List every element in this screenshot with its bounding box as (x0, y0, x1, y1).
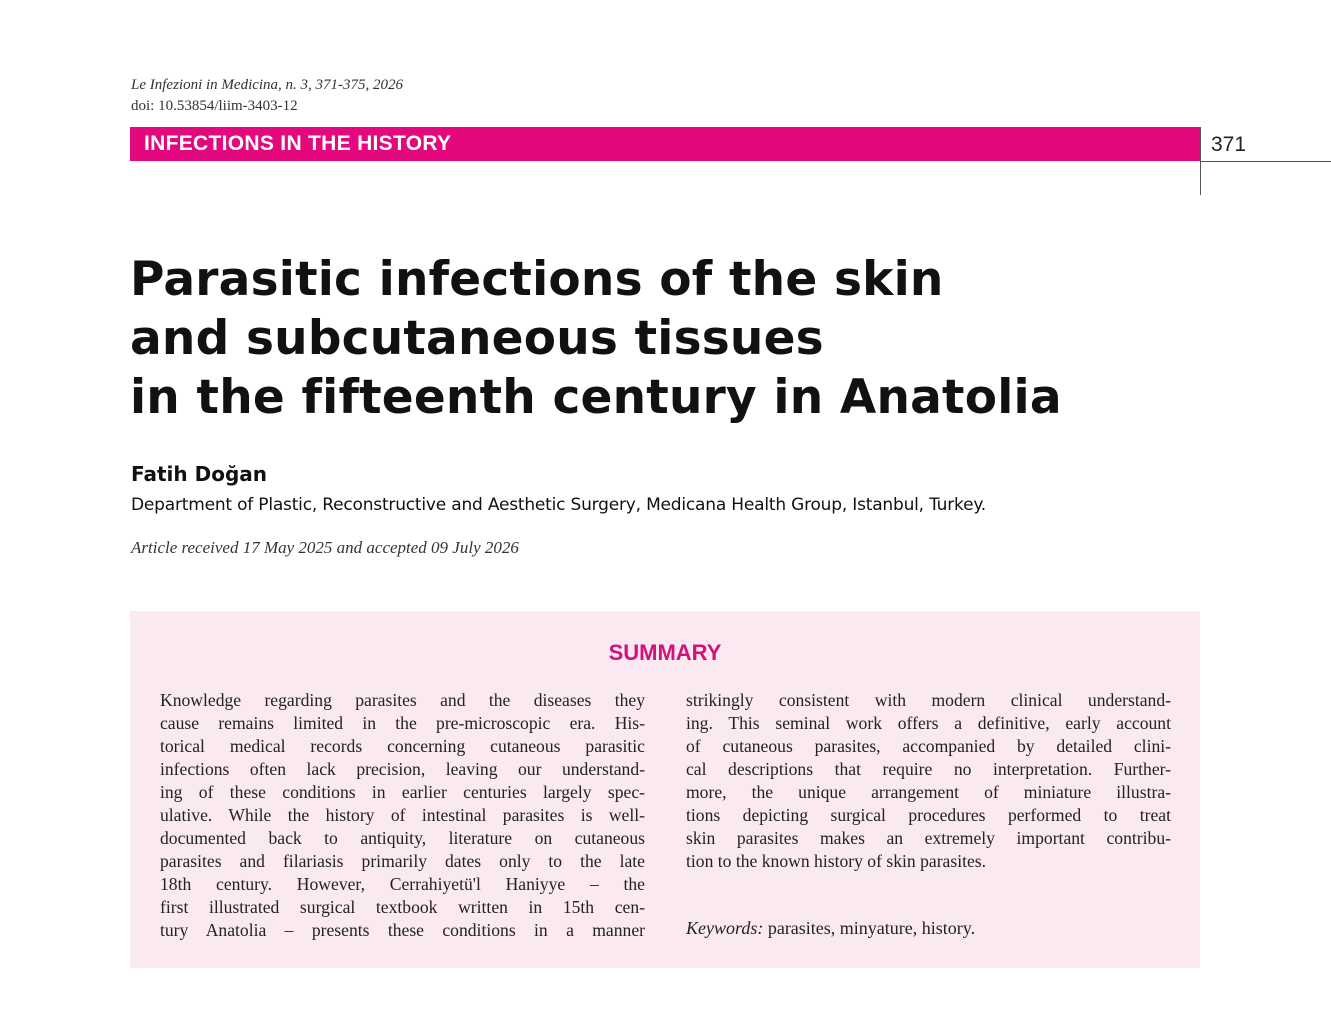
summary-line: strikingly consistent with modern clinical understand- (686, 690, 1171, 710)
article-title (130, 250, 1062, 427)
summary-line: skin parasites makes an extremely important contribu- (686, 828, 1171, 848)
summary-line: tury Anatolia – presents these conditions in a manner (160, 920, 645, 940)
summary-box (130, 611, 1200, 968)
summary-line: infections often lack precision, leaving our understand- (160, 759, 645, 779)
summary-line: 18th century. However, Cerrahiyetü'l Haniyye – the (160, 874, 645, 894)
header-rule-horizontal (1200, 161, 1331, 162)
summary-line: more, the unique arrangement of miniature illustra- (686, 782, 1171, 802)
summary-line: ulative. While the history of intestinal parasites is well- (160, 805, 645, 825)
section-label: INFECTIONS IN THE HISTORY (144, 132, 452, 155)
summary-heading: SUMMARY (608, 640, 722, 665)
summary-line: tion to the known history of skin parasites. (686, 851, 987, 871)
summary-line: torical medical records concerning cutaneous parasitic (160, 736, 645, 756)
keywords-list: parasites, minyature, history. (767, 918, 976, 938)
header-rule-vertical (1200, 127, 1201, 195)
author-affiliation: Department of Plastic, Reconstructive and Aesthetic Surgery, Medicana Health Group, Istanbul, Turkey. (131, 495, 986, 515)
title-line: Parasitic infections of the skin (130, 252, 944, 307)
keywords-label: Keywords: (686, 918, 764, 938)
summary-line: of cutaneous parasites, accompanied by detailed clini- (686, 736, 1171, 756)
page-number: 371 (1211, 133, 1247, 156)
journal-citation: Le Infezioni in Medicina, n. 3, 371-375, 2026 (131, 77, 404, 93)
summary-line: cal descriptions that require no interpretation. Further- (686, 759, 1171, 779)
summary-line: ing. This seminal work offers a definitive, early account (686, 713, 1171, 733)
summary-line: cause remains limited in the pre-microscopic era. His- (160, 713, 645, 733)
doi: doi: 10.53854/liim-3403-12 (131, 98, 298, 114)
title-line: in the fifteenth century in Anatolia (130, 370, 1062, 425)
article-dates: Article received 17 May 2025 and accepted 09 July 2026 (131, 538, 519, 557)
summary-line: parasites and filariasis primarily dates only to the late (160, 851, 645, 871)
summary-line: first illustrated surgical textbook written in 15th cen- (160, 897, 645, 917)
author-name: Fatih Doğan (131, 462, 267, 486)
summary-line: Knowledge regarding parasites and the diseases they (160, 690, 645, 710)
title-line: and subcutaneous tissues (130, 311, 824, 366)
summary-line: tions depicting surgical procedures performed to treat (686, 805, 1171, 825)
summary-column-right (686, 689, 1171, 873)
section-banner (130, 127, 1200, 161)
summary-line: documented back to antiquity, literature on cutaneous (160, 828, 645, 848)
summary-column-left (160, 689, 645, 942)
keywords (686, 918, 975, 939)
summary-line: ing of these conditions in earlier centuries largely spec- (160, 782, 645, 802)
